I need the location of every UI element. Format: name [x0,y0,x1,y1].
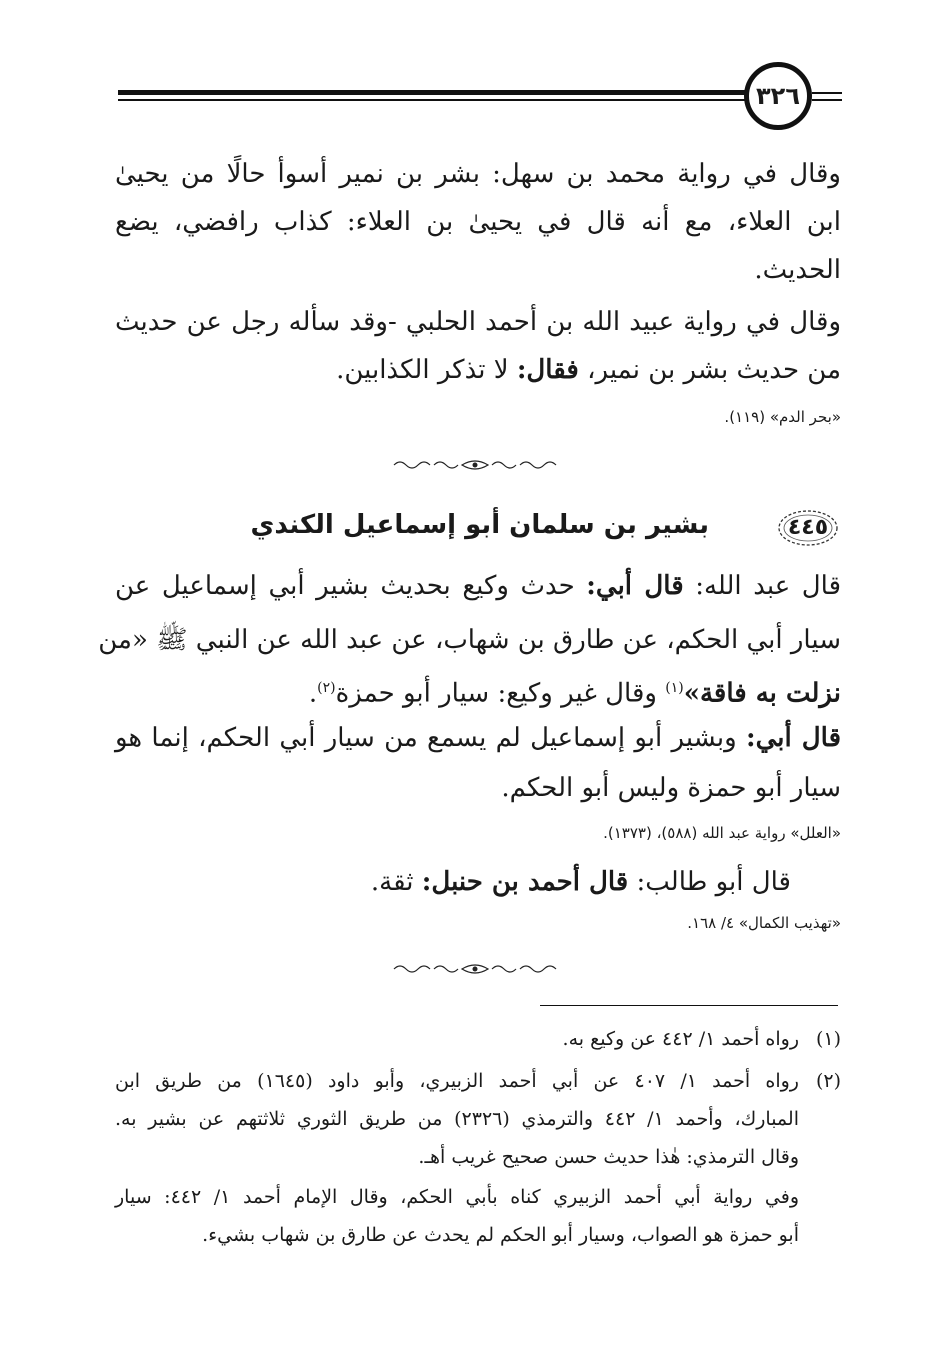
source-citation: «تهذيب الكمال» ٤/ ١٦٨. [687,914,841,932]
text-segment: وقال غير وكيع: سيار أبو حمزة [335,678,657,709]
footnote-ref[interactable]: (١) [665,680,684,696]
footnote-number: (٢) [815,1070,841,1092]
text-line: وقال في رواية عبيد الله بن أحمد الحلبي -وقد سأله رجل عن حديث [115,307,841,337]
footnote-text: وقال الترمذي: هٰذا حديث حسن صحيح غريب أهـ. [418,1146,799,1168]
text-line: وقال في رواية محمد بن سهل: بشر بن نمير أسوأ حالًا من يحيىٰ [115,159,841,189]
source-citation: «العلل» رواية عبد الله (٥٨٨)، (١٣٧٣). [603,824,841,842]
text-line: سيار أبو حمزة وليس أبو الحكم. [501,773,841,803]
text-line: الحديث. [754,255,841,285]
footnote-text: المبارك، وأحمد ١/ ٤٤٢ والترمذي (٢٣٢٦) من طريق الثوري ثلاثتهم عن بشير به. [115,1108,799,1130]
footnote-text: أبو حمزة هو الصواب، وسيار أبو الحكم لم يحدث عن طارق بن شهاب بشيء. [202,1224,799,1246]
text-segment: قال أبو طالب: [636,867,791,897]
header-rule [118,99,746,101]
entry-title: بشير بن سلمان أبو إسماعيل الكندي [250,510,709,540]
text-line [309,668,841,714]
text-segment: من حديث بشر بن نمير، [587,355,841,385]
ornament-divider-icon [390,458,560,472]
header-rule [812,92,842,94]
text-segment: ثقة. [370,867,414,897]
source-citation: «بحر الدم» (١١٩). [724,408,841,426]
text-line [115,566,841,606]
footnote-text: رواه أحمد ١/ ٤٤٢ عن وكيع به. [562,1028,799,1050]
page-number: ٣٢٦ [744,62,812,130]
text-segment: قال عبد الله: [695,571,842,601]
bold-segment: نزلت به فاقة» [683,678,841,709]
ornament-divider-icon [390,962,560,976]
footnote-text: وفي رواية أبي أحمد الزبيري كناه بأبي الحكم، وقال الإمام أحمد ١/ ٤٤٢: سيار [115,1186,799,1208]
text-line: سيار أبي الحكم، عن طارق بن شهاب، عن عبد الله عن النبي ﷺ «من [98,625,841,655]
text-line [336,350,841,390]
footnote-number: (١) [815,1028,841,1050]
text-segment: حدث وكيع بحديث بشير أبي إسماعيل عن [115,571,575,601]
footnote-separator [540,1005,838,1006]
bold-segment: قال أبي: [586,571,684,601]
text-segment: لا تذكر الكذابين. [336,355,509,385]
header-rule [812,99,842,101]
header-rule [118,90,746,95]
bold-segment: قال أحمد بن حنبل: [421,867,629,897]
text-line [371,862,791,902]
footnote-ref[interactable]: (٢) [317,680,336,696]
text-segment: . [308,678,318,709]
bold-segment: قال أبي: [745,723,842,753]
bold-segment: فقال: [516,355,579,385]
text-line: ابن العلاء، مع أنه قال في يحيىٰ بن العلاء: كذاب رافضي، يضع [115,207,841,237]
text-line [115,718,841,758]
entry-number: ٤٤٥ [787,515,829,540]
footnote-text: رواه أحمد ١/ ٤٠٧ عن أبي أحمد الزبيري، وأبو داود (١٦٤٥) من طريق ابن [115,1070,799,1092]
text-segment: وبشير أبو إسماعيل لم يسمع من سيار أبي الحكم، إنما هو [115,723,737,753]
